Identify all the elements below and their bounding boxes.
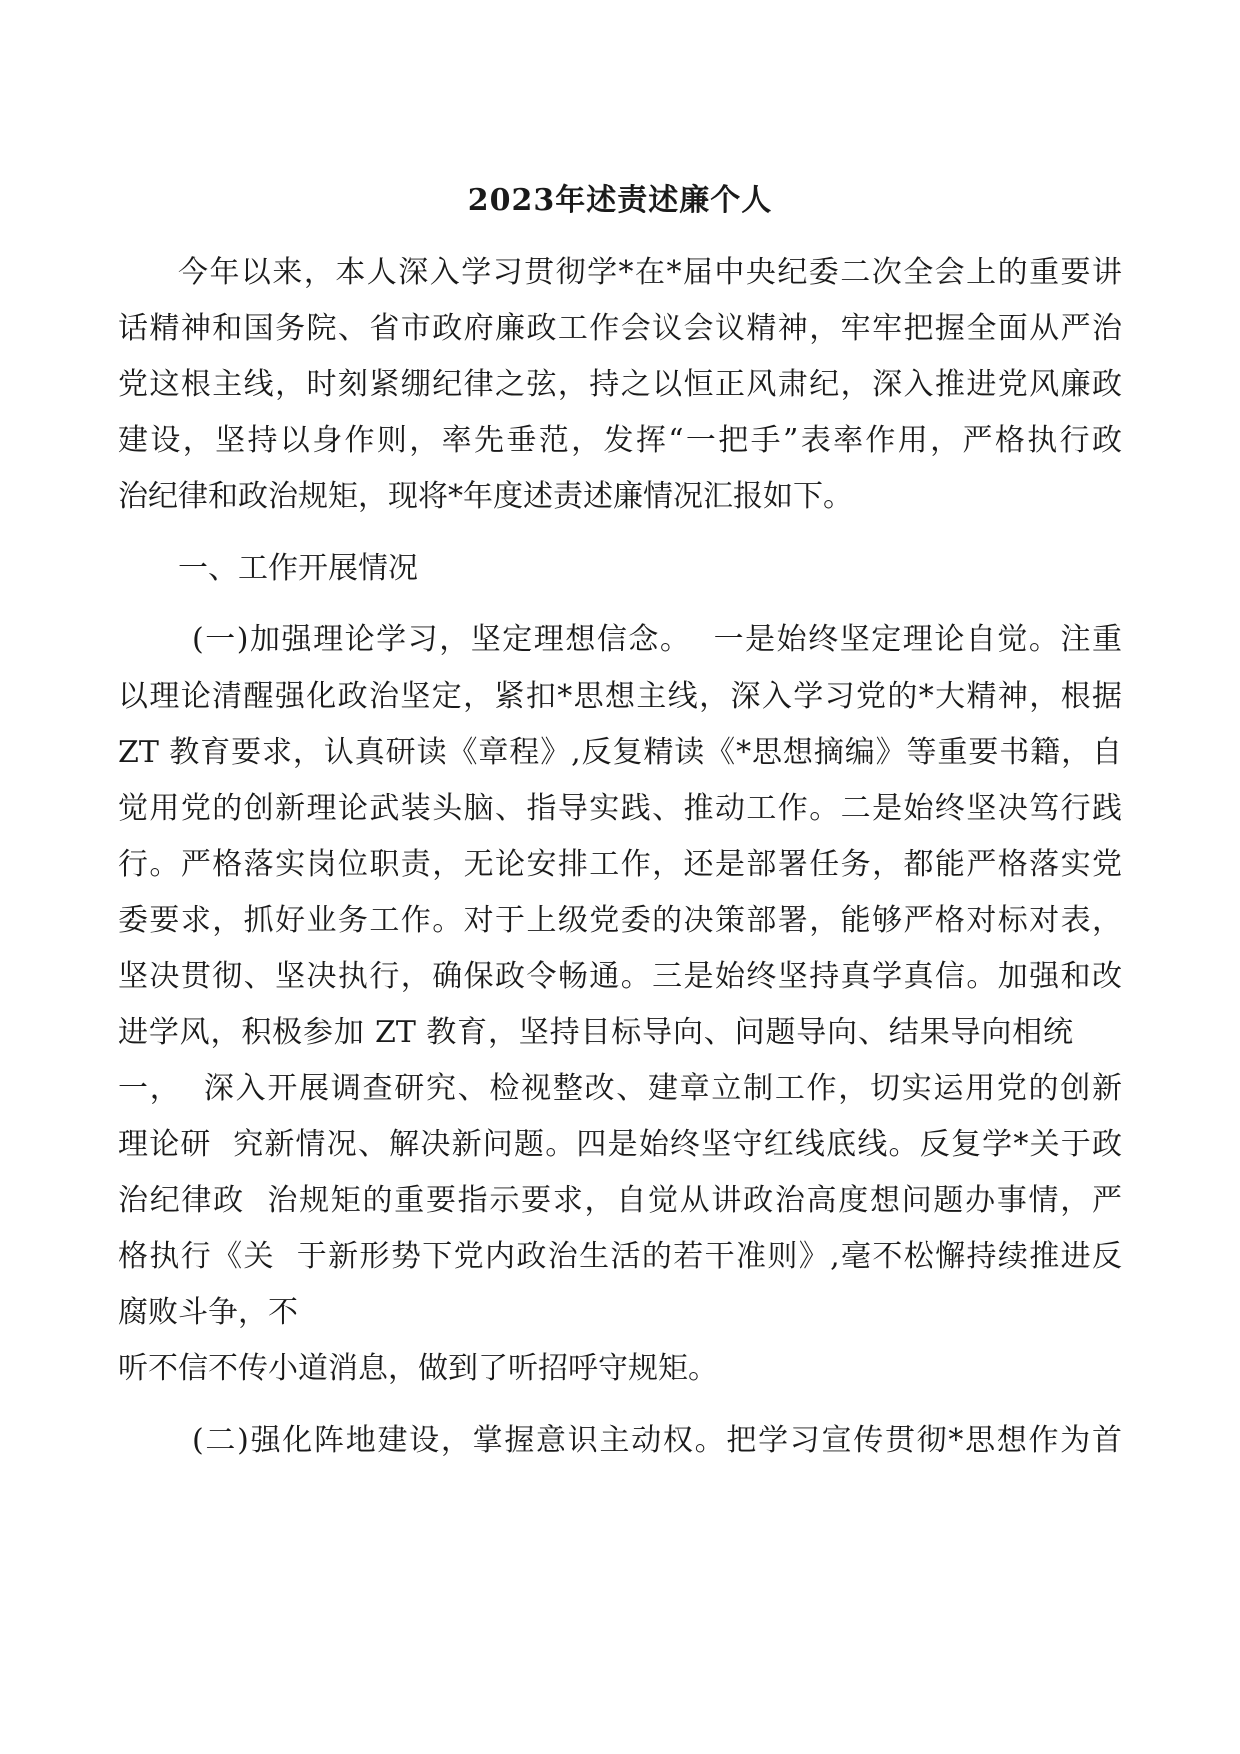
- paragraph-line: 治纪律政 治规矩的重要指示要求，自觉从讲政治高度想问题办事情，严: [118, 1183, 1122, 1218]
- paragraph-line: 委要求，抓好业务工作。对于上级党委的决策部署，能够严格对标对表，: [118, 903, 1122, 938]
- section-heading: 一、工作开展情况: [178, 551, 418, 586]
- paragraph-line: 治纪律和政治规矩，现将*年度述责述廉情况汇报如下。: [118, 479, 853, 514]
- paragraph-line: 理论研 究新情况、解决新问题。四是始终坚守红线底线。反复学*关于政: [118, 1127, 1122, 1162]
- paragraph-line: 觉用党的创新理论武装头脑、指导实践、推动工作。二是始终坚决笃行践: [118, 791, 1122, 826]
- paragraph-line: ZT 教育要求，认真研读《章程》,反复精读《*思想摘编》等重要书籍，自: [118, 735, 1122, 770]
- paragraph-line: 坚决贯彻、坚决执行，确保政令畅通。三是始终坚持真学真信。加强和改: [118, 959, 1122, 994]
- subsection-line: (二)强化阵地建设，掌握意识主动权。把学习宣传贯彻*思想作为首: [192, 1423, 1122, 1458]
- document-title: 2023年述责述廉个人: [467, 183, 773, 218]
- paragraph-line: 一， 深入开展调查研究、检视整改、建章立制工作，切实运用党的创新: [118, 1071, 1122, 1106]
- paragraph-line: 进学风，积极参加 ZT 教育，坚持目标导向、问题导向、结果导向相统: [118, 1015, 1073, 1050]
- subsection-line: (一)加强理论学习，坚定理想信念。 一是始终坚定理论自觉。注重: [192, 622, 1122, 657]
- paragraph-line: 听不信不传小道消息，做到了听招呼守规矩。: [118, 1351, 718, 1386]
- paragraph-line: 建设，坚持以身作则，率先垂范，发挥“一把手”表率作用，严格执行政: [118, 423, 1122, 458]
- paragraph-line: 以理论清醒强化政治坚定，紧扣*思想主线，深入学习党的*大精神，根据: [118, 679, 1122, 714]
- paragraph-line: 话精神和国务院、省市政府廉政工作会议会议精神，牢牢把握全面从严治: [118, 311, 1122, 346]
- paragraph-line: 行。严格落实岗位职责，无论安排工作，还是部署任务，都能严格落实党: [118, 847, 1122, 882]
- paragraph-line: 腐败斗争，不: [118, 1295, 298, 1330]
- paragraph-line: 格执行《关 于新形势下党内政治生活的若干准则》,毫不松懈持续推进反: [118, 1239, 1122, 1274]
- paragraph-line: 党这根主线，时刻紧绷纪律之弦，持之以恒正风肃纪，深入推进党风廉政: [118, 367, 1122, 402]
- paragraph-line: 今年以来，本人深入学习贯彻学*在*届中央纪委二次全会上的重要讲: [178, 255, 1122, 290]
